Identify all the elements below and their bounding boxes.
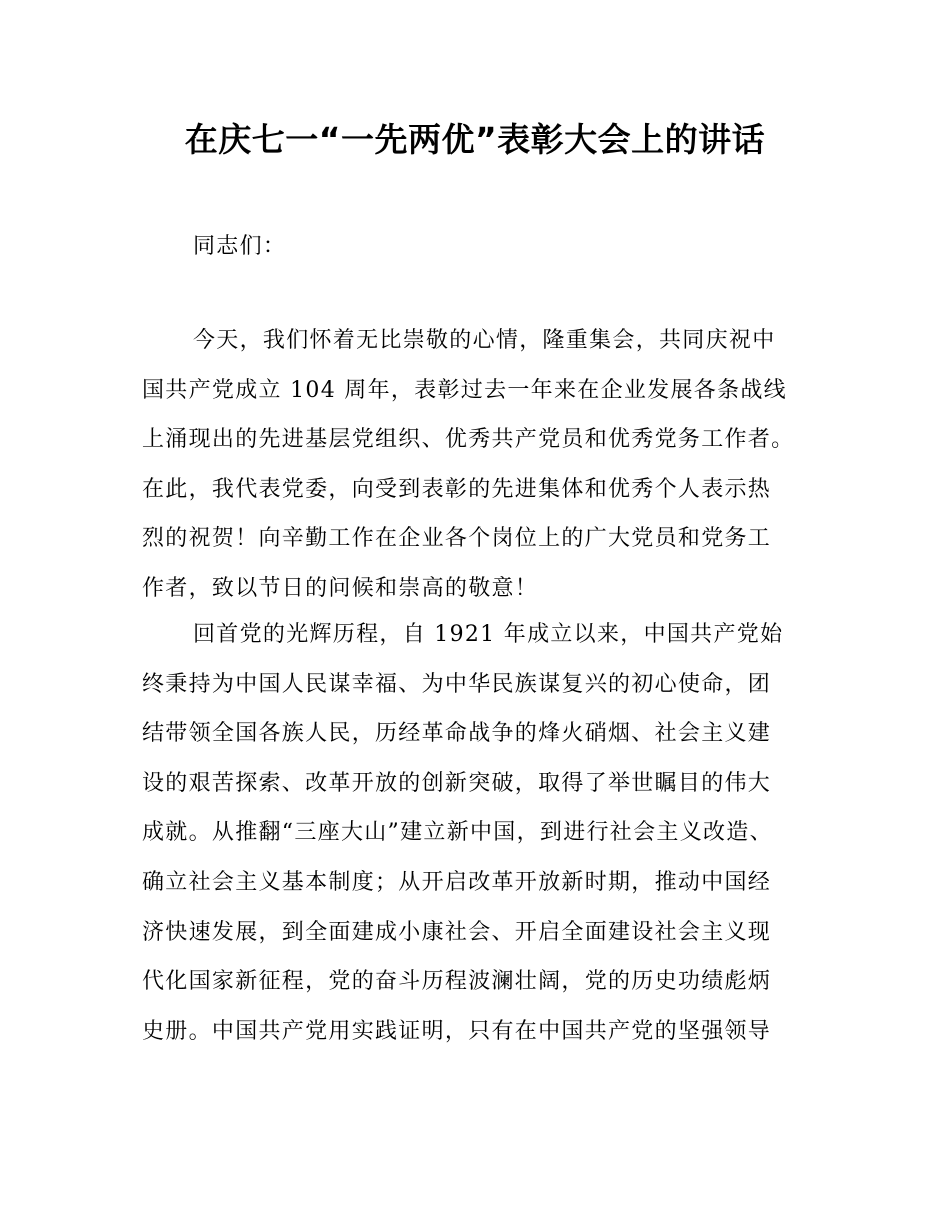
- paragraph-line: 确立社会主义基本制度；从开启改革开放新时期，推动中国经: [142, 869, 772, 895]
- paragraph-line: 回首党的光辉历程，自 1921 年成立以来，中国共产党始: [193, 622, 784, 647]
- paragraph-line: 烈的祝贺！向辛勤工作在企业各个岗位上的广大党员和党务工: [142, 526, 772, 552]
- document-title: 在庆七一“一先两优”表彰大会上的讲话: [184, 120, 766, 159]
- paragraph-line: 今天，我们怀着无比崇敬的心情，隆重集会，共同庆祝中: [193, 328, 776, 353]
- paragraph-1: [142, 316, 832, 614]
- paragraph-line: 史册。中国共产党用实践证明，只有在中国共产党的坚强领导: [142, 1018, 772, 1044]
- paragraph-line: 代化国家新征程，党的奋斗历程波澜壮阔，党的历史功绩彪炳: [142, 969, 772, 995]
- salutation: [142, 222, 832, 272]
- paragraph-line: 结带领全国各族人民，历经革命战争的烽火硝烟、社会主义建: [142, 721, 772, 747]
- paragraph-line: 上涌现出的先进基层党组织、优秀共产党员和优秀党务工作者。: [142, 427, 795, 453]
- paragraph-line: 作者，致以节日的问候和崇高的敬意！: [142, 575, 539, 601]
- paragraph-line: 成就。从推翻“三座大山”建立新中国，到进行社会主义改造、: [142, 820, 773, 846]
- salutation-line: 同志们：: [193, 234, 287, 259]
- paragraph-2: [142, 610, 832, 1056]
- paragraph-line: 终秉持为中国人民谋幸福、为中华民族谋复兴的初心使命，团: [142, 671, 772, 697]
- paragraph-line: 济快速发展，到全面建成小康社会、开启全面建设社会主义现: [142, 919, 772, 945]
- paragraph-line: 在此，我代表党委，向受到表彰的先进集体和优秀个人表示热: [142, 476, 772, 502]
- paragraph-line: 国共产党成立 104 周年，表彰过去一年来在企业发展各条战线: [142, 377, 787, 403]
- paragraph-line: 设的艰苦探索、改革开放的创新突破，取得了举世瞩目的伟大: [142, 770, 772, 796]
